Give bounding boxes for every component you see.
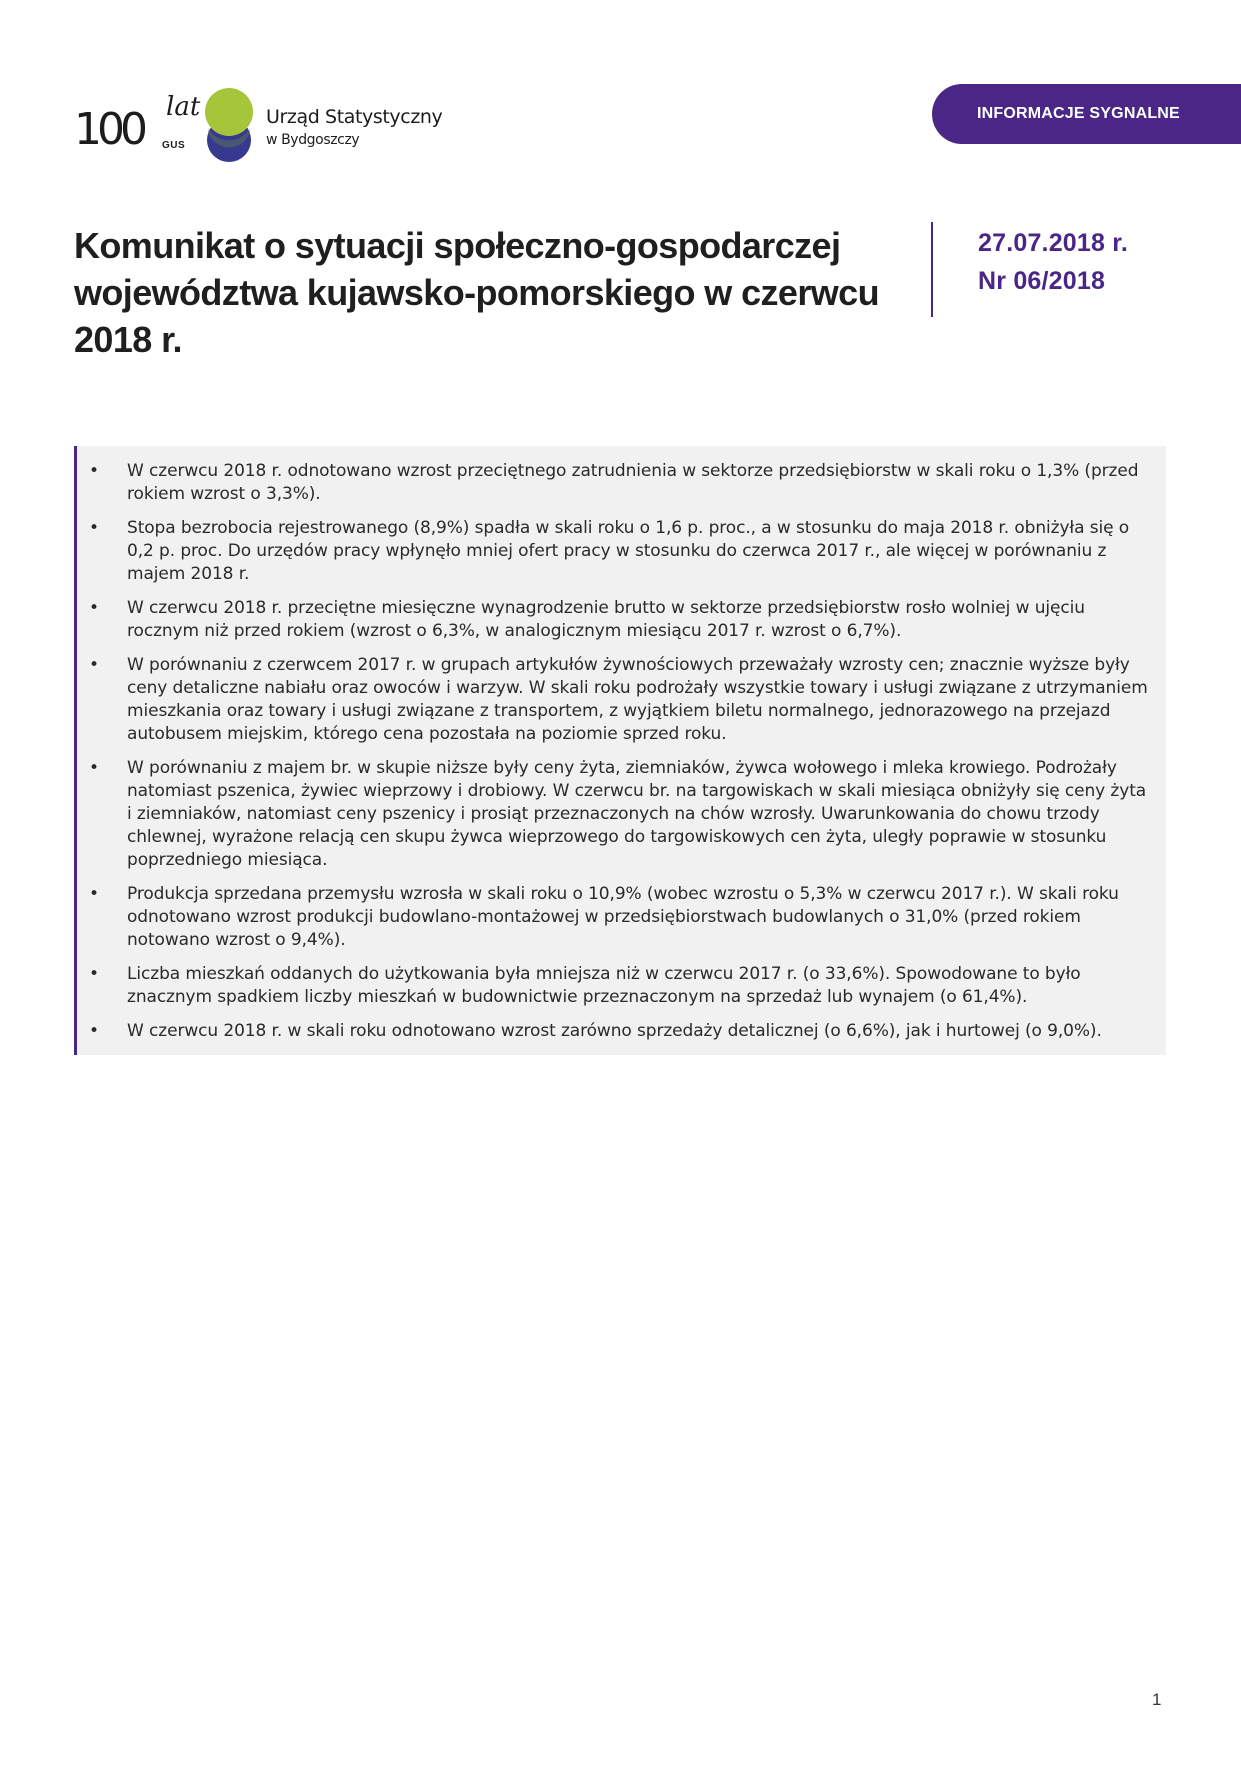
highlights-list [77, 460, 1150, 1043]
bullet-icon: • [89, 884, 99, 904]
publication-date: 27.07.2018 r. [978, 229, 1128, 257]
highlight-item [77, 1020, 1150, 1043]
highlight-item [77, 654, 1150, 746]
page-number: 1 [1152, 1690, 1162, 1709]
highlight-text: W czerwcu 2018 r. odnotowano wzrost przeciętnego zatrudnienia w sektorze przedsiębiorstw w skali roku o 1,3% (przed rokiem wzrost o 3,3%). [127, 461, 1139, 504]
bullet-icon: • [89, 655, 99, 675]
highlight-text: W czerwcu 2018 r. przeciętne miesięczne wynagrodzenie brutto w sektorze przedsiębiorstw rosło wolniej w ujęciu rocznym niż przed rokiem (wzrost o 6,3%, w analogicznym miesiącu 2017 r. wzrost o 6,7%). [127, 598, 1085, 641]
highlight-text: W czerwcu 2018 r. w skali roku odnotowano wzrost zarówno sprzedaży detalicznej (o 6,6%), jak i hurtowej (o 9,0%). [127, 1021, 1102, 1041]
logo-anniversary-number: 100 [74, 104, 143, 155]
highlight-item [77, 517, 1150, 586]
highlight-text: Stopa bezrobocia rejestrowanego (8,9%) spadła w skali roku o 1,6 p. proc., a w stosunku do maja 2018 r. obniżyła się o 0,2 p. proc. Do urzędów pracy wpłynęło mniej ofert pracy w stosunku do czerwca 2017 r., ale więcej w porównaniu z majem 2018 r. [127, 518, 1130, 584]
bullet-icon: • [89, 964, 99, 984]
issue-number: Nr 06/2018 [978, 267, 1106, 295]
highlight-text: W porównaniu z czerwcem 2017 r. w grupach artykułów żywnościowych przeważały wzrosty cen; znacznie wyższe były ceny detaliczne nabiału oraz owoców i warzyw. W skali roku podrożały wszystkie towary i usługi związane z utrzymaniem mieszkania oraz towary i usługi związane z transportem, z wyjątkiem biletu normalnego, jednorazowego na przejazd autobusem miejskim, którego cena pozostała na poziomie sprzed roku. [127, 655, 1148, 744]
document-type-badge: INFORMACJE SYGNALNE [932, 84, 1241, 144]
document-title: Komunikat o sytuacji społeczno-gospodarczej województwa kujawsko-pomorskiego w czerwcu 2018 r. [74, 225, 879, 360]
highlight-text: Liczba mieszkań oddanych do użytkowania była mniejsza niż w czerwcu 2017 r. (o 33,6%). Spowodowane to było znacznym spadkiem liczby mieszkań w budownictwie przeznaczonym na sprzedaż lub wynajem (o 61,4%). [127, 964, 1081, 1007]
logo-gus-text: GUS [162, 140, 186, 151]
highlight-text: W porównaniu z majem br. w skupie niższe były ceny żyta, ziemniaków, żywca wołowego i mleka krowiego. Podrożały natomiast pszenica, żywiec wieprzowy i drobiowy. W czerwcu br. na targowiskach w skali miesiąca obniżyły się ceny żyta i ziemniaków, natomiast ceny pszenicy i prosiąt przeznaczonych na chów wzrosły. Uwarunkowania do chowu trzody chlewnej, wyrażone relacją cen skupu żywca wieprzowego do targowiskowych cen żyta, uległy poprawie w stosunku poprzedniego miesiąca. [127, 758, 1147, 870]
highlight-item [77, 460, 1150, 506]
logo-circles-icon [204, 88, 254, 166]
bullet-icon: • [89, 598, 99, 618]
highlight-item [77, 757, 1150, 872]
bullet-icon: • [89, 518, 99, 538]
gus-logo [74, 88, 454, 166]
bullet-icon: • [89, 461, 99, 481]
bullet-icon: • [89, 1021, 99, 1041]
highlight-item [77, 963, 1150, 1009]
title-divider [931, 222, 933, 317]
highlight-item [77, 883, 1150, 952]
highlight-item [77, 597, 1150, 643]
office-city: w Bydgoszczy [266, 132, 360, 148]
office-name: Urząd Statystyczny [266, 106, 443, 128]
highlight-text: Produkcja sprzedana przemysłu wzrosła w skali roku o 10,9% (wobec wzrostu o 5,3% w czerwcu 2017 r.). W skali roku odnotowano wzrost produkcji budowlano-montażowej w przedsiębiorstwach budowlanych o 31,0% (przed rokiem notowano wzrost o 9,4%). [127, 884, 1119, 950]
logo-blue-circle [205, 88, 253, 136]
bullet-icon: • [89, 758, 99, 778]
logo-anniversary-word: lat [166, 92, 201, 122]
highlights-box [74, 446, 1166, 1055]
